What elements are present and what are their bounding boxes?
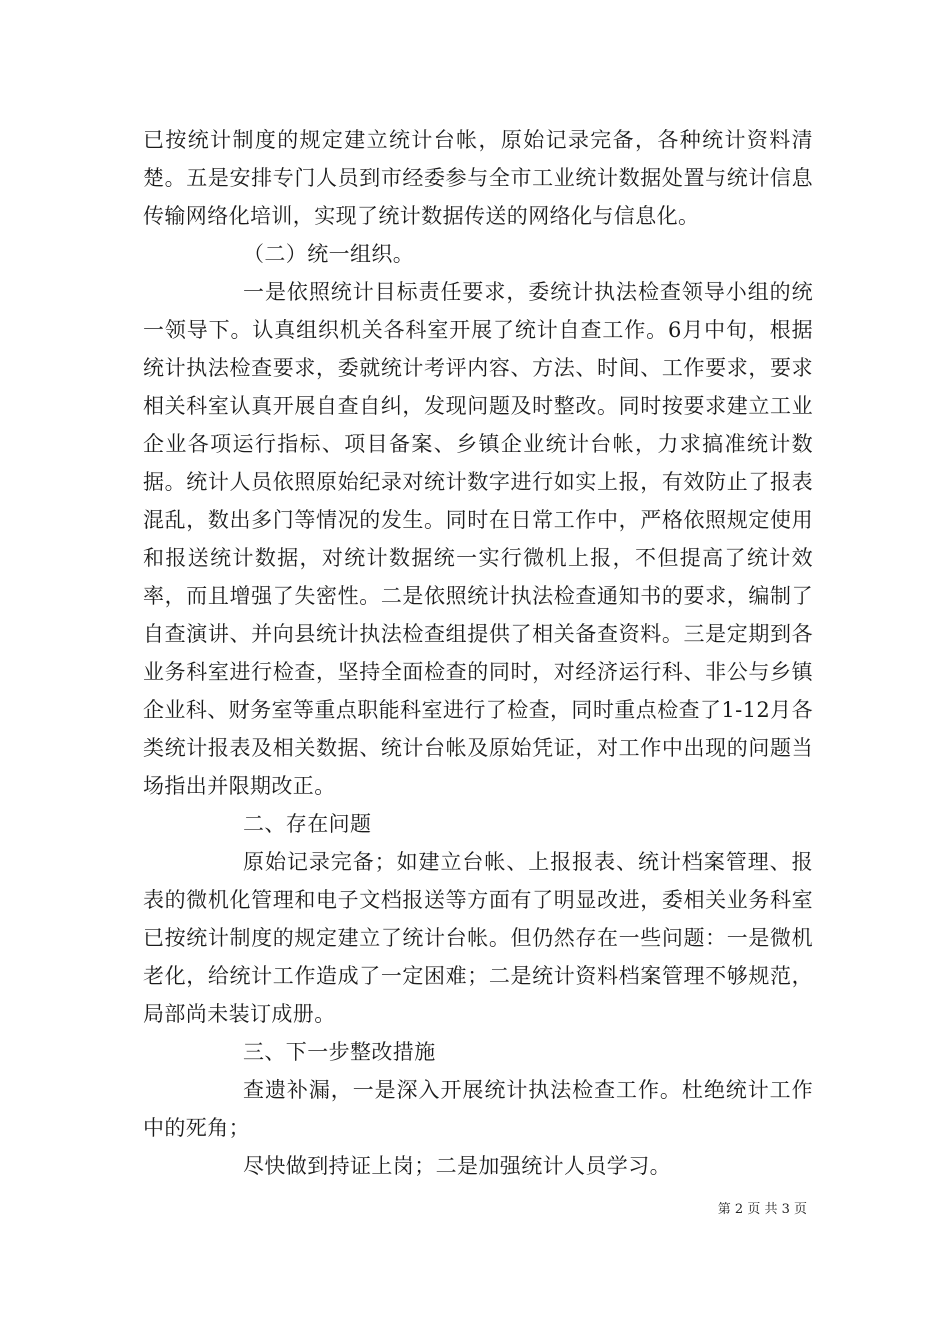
paragraph-8: 尽快做到持证上岗；二是加强统计人员学习。 [243, 1154, 671, 1178]
section-heading-next-steps: 三、下一步整改措施 [243, 1040, 436, 1064]
paragraph-1: 已按统计制度的规定建立统计台帐，原始记录完备，各种统计资料清楚。五是安排专门人员到市经委参与全市工业统计数据处置与统计信息传输网络化培训，实现了统计数据传送的网络化与信息化。 [143, 128, 813, 228]
paragraph-5: 原始记录完备；如建立台帐、上报报表、统计档案管理、报表的微机化管理和电子文档报送等方面有了明显改进，委相关业务科室已按统计制度的规定建立了统计台帐。但仍然存在一些问题：一是微机老化，给统计工作造成了一定困难；二是统计资料档案管理不够规范，局部尚未装订成册。 [143, 850, 813, 1026]
document-body [143, 121, 813, 1185]
paragraph-3: 一是依照统计目标责任要求，委统计执法检查领导小组的统一领导下。认真组织机关各科室开展了统计自查工作。6月中旬，根据统计执法检查要求，委就统计考评内容、方法、时间、工作要求，要求相关科室认真开展自查自纠，发现问题及时整改。同时按要求建立工业企业各项运行指标、项目备案、乡镇企业统计台帐，力求搞准统计数据。统计人员依照原始纪录对统计数字进行如实上报，有效防止了报表混乱，数出多门等情况的发生。同时在日常工作中，严格依照规定使用和报送统计数据，对统计数据统一实行微机上报，不但提高了统计效率，而且增强了失密性。二是依照统计执法检查通知书的要求，编制了自查演讲、并向县统计执法检查组提供了相关备查资料。三是定期到各业务科室进行检查，坚持全面检查的同时，对经济运行科、非公与乡镇企业科、财务室等重点职能科室进行了检查，同时重点检查了1-12月各类统计报表及相关数据、统计台帐及原始凭证，对工作中出现的问题当场指出并限期改正。 [143, 280, 813, 798]
paragraph-7: 查遗补漏，一是深入开展统计执法检查工作。杜绝统计工作中的死角； [143, 1078, 813, 1140]
page-number-footer: 第 2 页 共 3 页 [717, 1202, 807, 1217]
section-heading-unified-organization: （二）统一组织。 [243, 242, 415, 266]
section-heading-existing-problems: 二、存在问题 [243, 812, 372, 836]
